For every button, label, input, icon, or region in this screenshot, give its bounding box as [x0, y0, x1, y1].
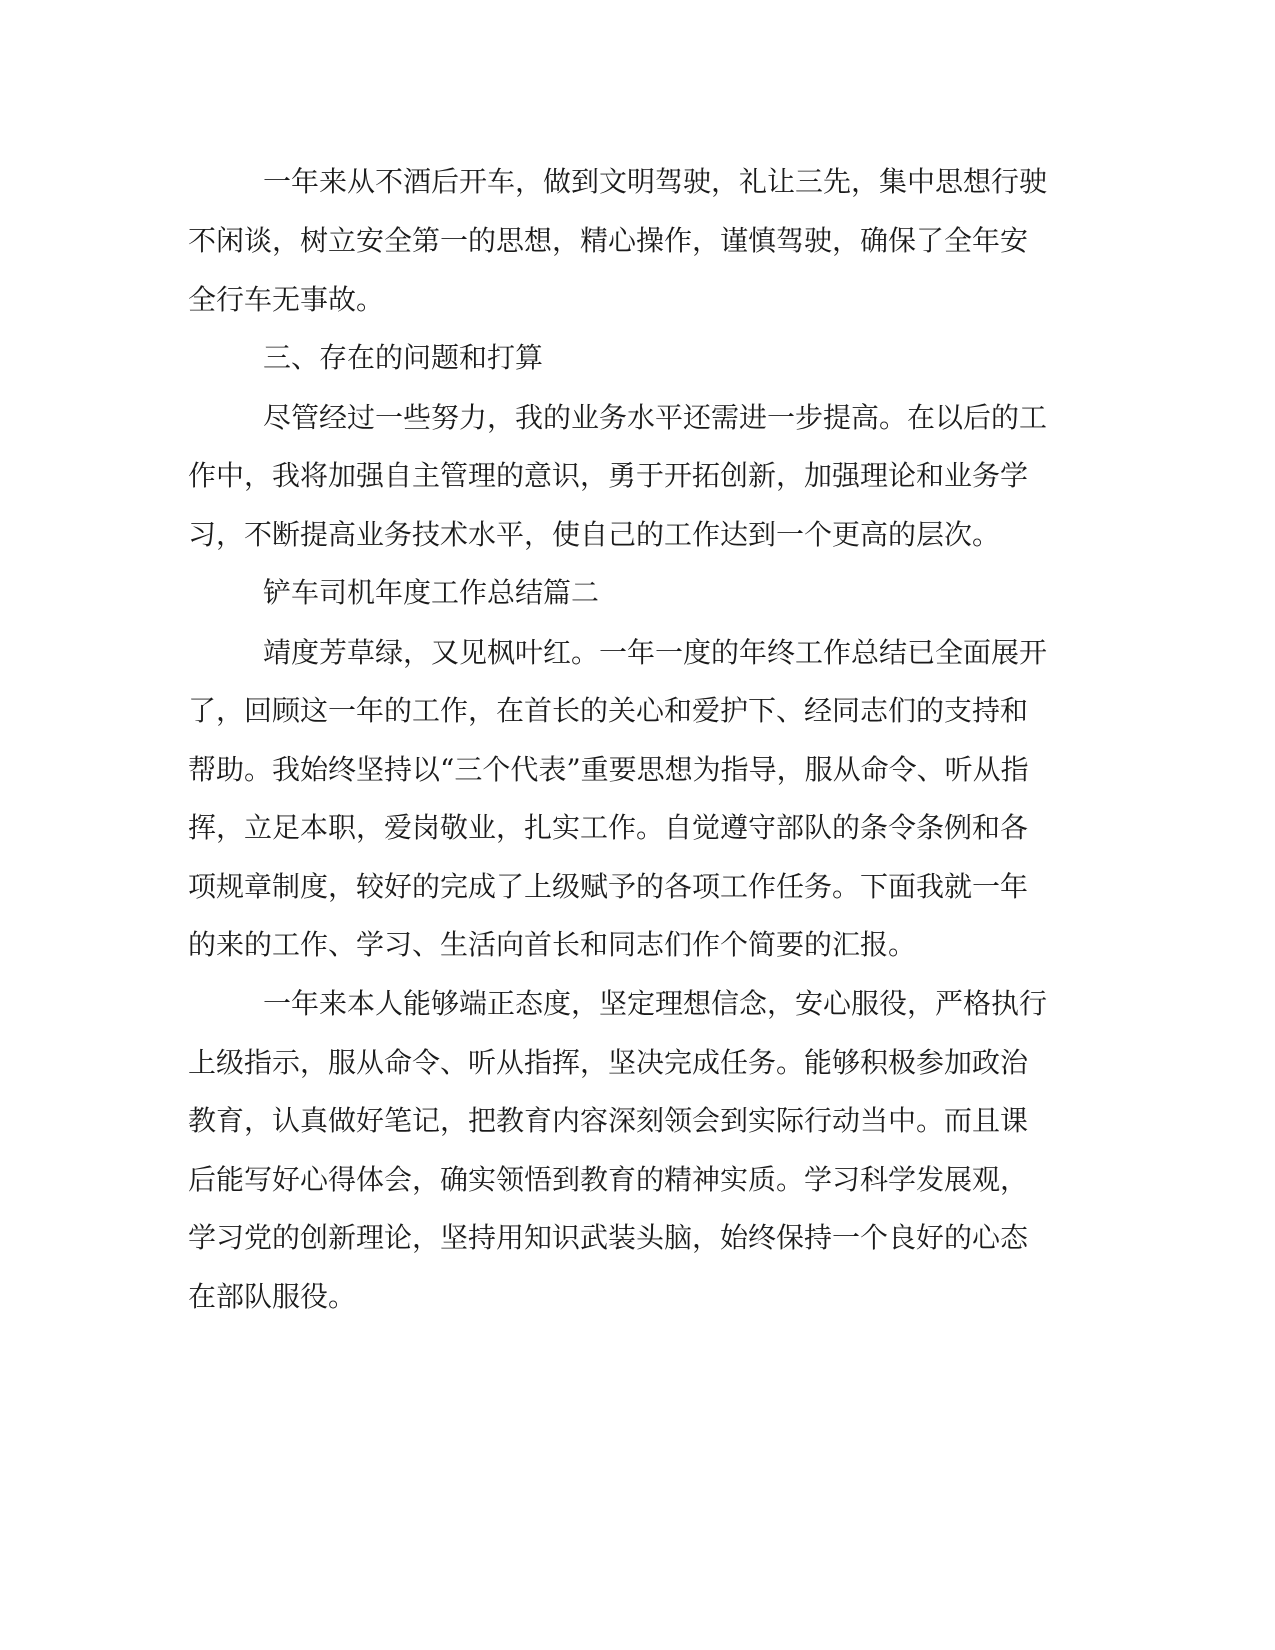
paragraph-1-line-2: 不闲谈，树立安全第一的思想，精心操作，谨慎驾驶，确保了全年安 [188, 224, 1029, 257]
article-title-2: 铲车司机年度工作总结篇二 [263, 576, 600, 609]
paragraph-2-line-3: 习，不断提高业务技术水平，使自己的工作达到一个更高的层次。 [188, 518, 1001, 551]
paragraph-4-line-3: 教育，认真做好笔记，把教育内容深刻领会到实际行动当中。而且课 [188, 1104, 1029, 1137]
paragraph-3-line-1: 靖度芳草绿，又见枫叶红。一年一度的年终工作总结已全面展开 [263, 636, 1048, 669]
paragraph-2-line-1: 尽管经过一些努力，我的业务水平还需进一步提高。在以后的工 [263, 401, 1048, 434]
paragraph-3-line-4: 挥，立足本职，爱岗敬业，扎实工作。自觉遵守部队的条令条例和各 [188, 811, 1029, 844]
paragraph-4-line-4: 后能写好心得体会，确实领悟到教育的精神实质。学习科学发展观， [188, 1163, 1029, 1196]
paragraph-1-line-3: 全行车无事故。 [188, 283, 385, 316]
paragraph-2-line-2: 作中，我将加强自主管理的意识，勇于开拓创新，加强理论和业务学 [188, 459, 1029, 492]
paragraph-3-line-3: 帮助。我始终坚持以“三个代表”重要思想为指导，服从命令、听从指 [188, 753, 1029, 786]
paragraph-4-line-2: 上级指示，服从命令、听从指挥，坚决完成任务。能够积极参加政治 [188, 1046, 1029, 1079]
section-heading-3: 三、存在的问题和打算 [263, 341, 544, 374]
paragraph-4-line-6: 在部队服役。 [188, 1280, 357, 1313]
paragraph-3-line-2: 了，回顾这一年的工作，在首长的关心和爱护下、经同志们的支持和 [188, 694, 1029, 727]
paragraph-4-line-1: 一年来本人能够端正态度，坚定理想信念，安心服役，严格执行 [263, 987, 1048, 1020]
paragraph-3-line-5: 项规章制度，较好的完成了上级赋予的各项工作任务。下面我就一年 [188, 870, 1029, 903]
paragraph-3-line-6: 的来的工作、学习、生活向首长和同志们作个简要的汇报。 [188, 928, 917, 961]
paragraph-1-line-1: 一年来从不酒后开车，做到文明驾驶，礼让三先，集中思想行驶 [263, 165, 1048, 198]
paragraph-4-line-5: 学习党的创新理论，坚持用知识武装头脑，始终保持一个良好的心态 [188, 1221, 1029, 1254]
